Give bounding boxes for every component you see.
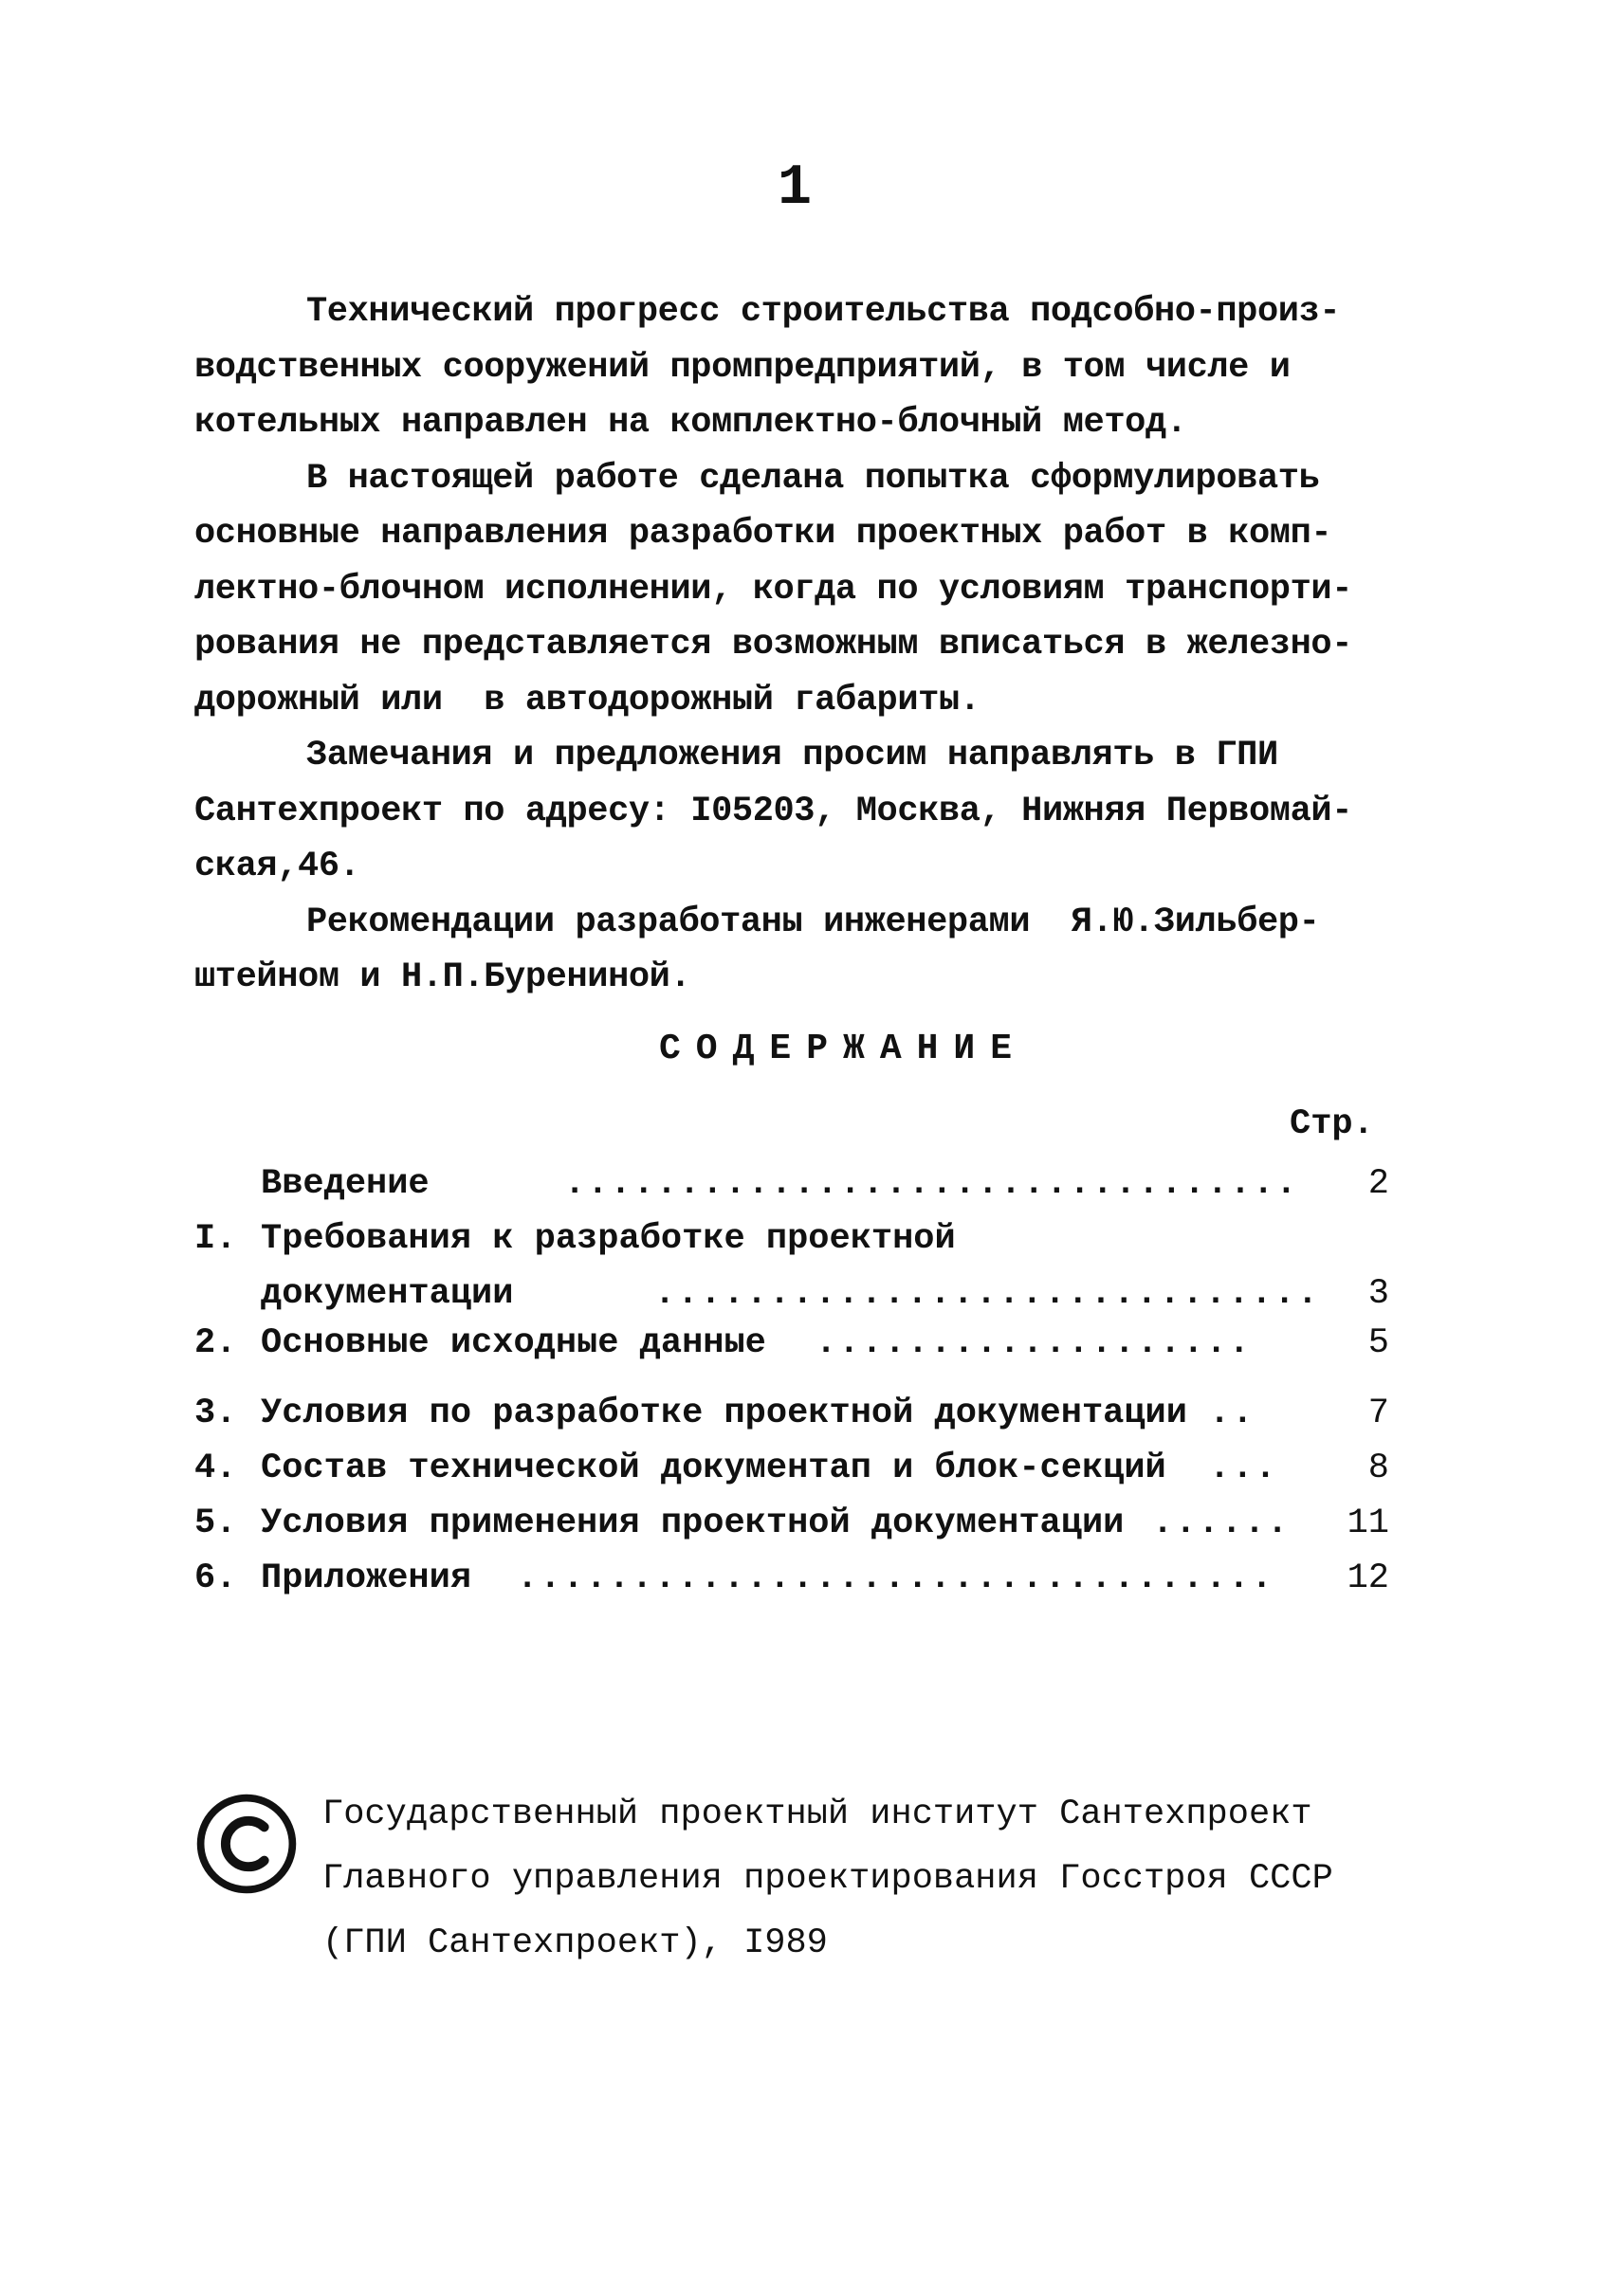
publisher-text [322,1782,1333,1976]
toc-page: 8 [1367,1449,1389,1488]
publisher-line: (ГПИ Сантехпроект), I989 [322,1923,828,1963]
intro-line: рования не представляется возможным вписаться в железно- [194,625,1353,665]
intro-line: В настоящей работе сделана попытка сформулировать [306,458,1320,499]
table-of-contents [194,1157,1389,1606]
toc-leader: ... [1209,1449,1278,1488]
toc-number: 5. [194,1503,237,1543]
intro-line: Рекомендации разработаны инженерами Я.Ю.Зильбер- [306,902,1320,942]
toc-leader: ................... [816,1323,1252,1363]
intro-line: лектно-блочном исполнении, когда по условиям транспорти- [194,569,1353,610]
toc-number: I. [194,1219,237,1259]
toc-entry [194,1386,1389,1441]
toc-number: 3. [194,1394,237,1433]
toc-leader: ................................. [517,1558,1274,1598]
copyright-icon [194,1792,299,1896]
toc-number: 6. [194,1558,237,1598]
toc-entry [194,1441,1389,1496]
toc-page: 11 [1347,1503,1389,1543]
intro-text [194,284,1427,1006]
toc-entry [194,1266,1389,1321]
toc-page: 7 [1367,1394,1389,1433]
contents-title: СОДЕРЖАНИЕ [659,1029,1028,1069]
toc-number: 2. [194,1323,237,1363]
toc-leader: ...... [1152,1503,1291,1543]
toc-entry [194,1496,1389,1551]
intro-line: котельных направлен на комплектно-блочный метод. [194,403,1187,443]
publisher-line: Главного управления проектирования Госстроя СССР [322,1859,1333,1899]
toc-leader: ................................ [564,1164,1299,1204]
toc-text: Приложения [261,1558,472,1598]
toc-entry [194,1212,1389,1266]
publisher-block [194,1782,1427,1972]
page-column-header: Стр. [1290,1104,1374,1144]
intro-line: водственных сооружений промпредприятий, в том числе и [194,347,1291,388]
intro-line: дорожный или в автодорожный габариты. [194,680,981,720]
toc-text: документации [261,1274,514,1314]
toc-text: Введение [261,1164,430,1204]
toc-entry [194,1551,1389,1606]
toc-entry [194,1316,1389,1371]
intro-line: Технический прогресс строительства подсобно-произ- [306,292,1341,332]
intro-line: основные направления разработки проектных работ в комп- [194,514,1332,554]
toc-text: Основные исходные данные [261,1323,766,1363]
toc-page: 3 [1367,1274,1389,1314]
toc-page: 12 [1347,1558,1389,1598]
toc-page: 2 [1367,1164,1389,1204]
toc-page: 5 [1367,1323,1389,1363]
toc-entry [194,1157,1389,1212]
toc-text: Состав технической документап и блок-секций [261,1449,1166,1488]
toc-text: Требования к разработке проектной [261,1219,956,1259]
toc-leader: .. [1209,1394,1256,1433]
publisher-line: Государственный проектный институт Сантехпроект [322,1795,1312,1834]
toc-text: Условия по разработке проектной документации [261,1394,1187,1433]
intro-line: ская,46. [194,847,360,886]
intro-line: штейном и Н.П.Бурениной. [194,957,691,997]
intro-line: Замечания и предложения просим направлять в ГПИ [306,736,1278,775]
page-number: 1 [778,156,813,221]
intro-line: Сантехпроект по адресу: I05203, Москва, Нижняя Первомай- [194,791,1353,831]
toc-number: 4. [194,1449,237,1488]
toc-text: Условия применения проектной документации [261,1503,1125,1543]
toc-leader: ............................. [654,1274,1320,1314]
